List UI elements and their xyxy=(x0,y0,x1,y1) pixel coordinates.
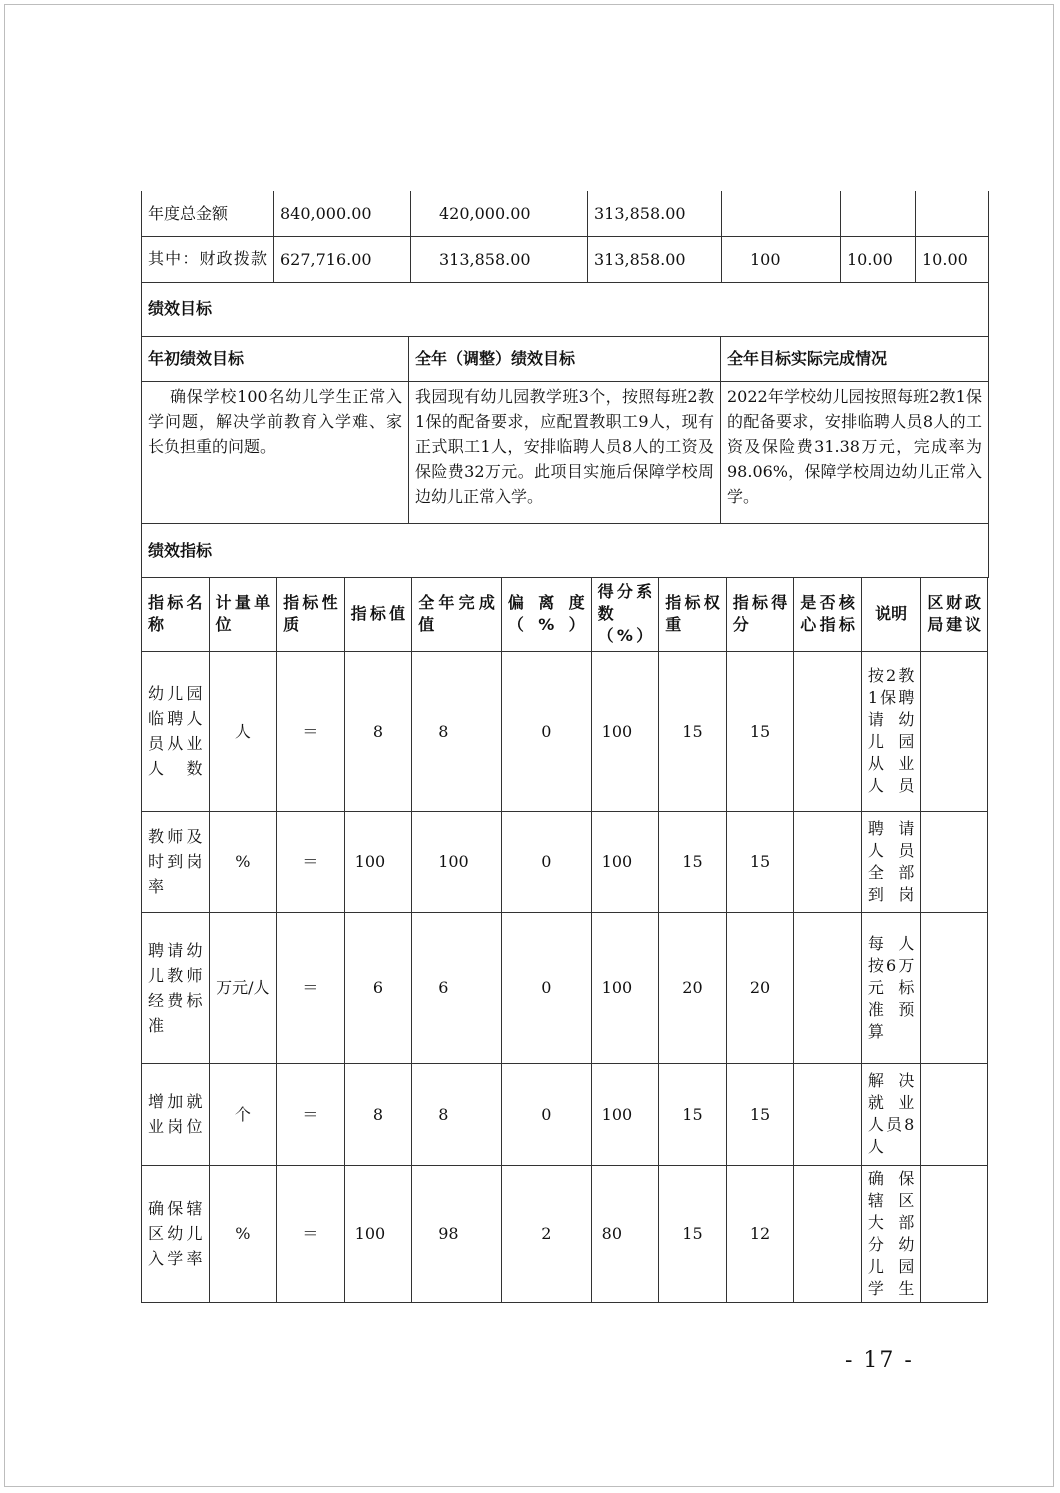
indicator-advice xyxy=(921,651,988,811)
indicator-core xyxy=(794,811,862,912)
indicator-target: 8 xyxy=(344,651,412,811)
budget-row-total xyxy=(142,191,989,236)
table-row xyxy=(142,651,988,811)
section-title-indicators: 绩效指标 xyxy=(142,523,989,577)
indicator-done: 98 xyxy=(412,1165,502,1302)
header-cell: 指标值 xyxy=(344,577,412,651)
indicator-weight: 15 xyxy=(659,811,727,912)
indicator-weight: 20 xyxy=(659,912,727,1063)
indicator-nature: ＝ xyxy=(277,651,345,811)
indicator-advice xyxy=(921,912,988,1063)
indicator-target: 100 xyxy=(344,811,412,912)
budget-cell xyxy=(916,191,989,236)
indicator-coefficient: 100 xyxy=(591,651,659,811)
header-cell: 区财政局建议 xyxy=(921,577,988,651)
table-row xyxy=(142,811,988,912)
header-cell: 指标名称 xyxy=(142,577,210,651)
indicator-score: 15 xyxy=(726,651,794,811)
indicator-nature: ＝ xyxy=(277,1165,345,1302)
budget-cell: 627,716.00 xyxy=(274,236,411,282)
goal-text-adjusted: 我园现有幼儿园教学班3个，按照每班2教1保的配备要求，应配置教职工9人，现有正式职工1人，安排临聘人员8人的工资及保险费32万元。此项目实施后保障学校周边幼儿正常入学。 xyxy=(409,381,721,523)
goal-header-initial: 年初绩效目标 xyxy=(142,336,409,381)
budget-cell xyxy=(841,191,916,236)
indicator-name: 幼儿园临聘人员从业人数 xyxy=(142,651,210,811)
budget-table xyxy=(141,191,989,283)
indicator-note: 确保辖区大部分幼儿园学生 xyxy=(861,1165,920,1302)
indicator-unit: 人 xyxy=(209,651,277,811)
indicator-name: 聘请幼儿教师经费标准 xyxy=(142,912,210,1063)
page-number: - 17 - xyxy=(845,1348,914,1373)
budget-cell: 10.00 xyxy=(916,236,989,282)
goal-header-adjusted: 全年（调整）绩效目标 xyxy=(409,336,721,381)
indicator-advice xyxy=(921,811,988,912)
header-cell: 偏离度（%） xyxy=(501,577,591,651)
section-title-goals: 绩效目标 xyxy=(142,282,989,336)
indicator-weight: 15 xyxy=(659,651,727,811)
header-cell: 说明 xyxy=(861,577,920,651)
indicator-score: 12 xyxy=(726,1165,794,1302)
header-cell: 计量单位 xyxy=(209,577,277,651)
indicator-advice xyxy=(921,1063,988,1165)
table-row xyxy=(142,1063,988,1165)
budget-cell: 100 xyxy=(722,236,841,282)
header-cell: 得分系数（%） xyxy=(591,577,659,651)
header-cell: 指标性质 xyxy=(277,577,345,651)
indicator-nature: ＝ xyxy=(277,811,345,912)
goal-text-actual: 2022年学校幼儿园按照每班2教1保的配备要求，安排临聘人员8人的工资及保险费31.38万元，完成率为98.06%，保障学校周边幼儿正常入学。 xyxy=(721,381,989,523)
indicator-core xyxy=(794,1063,862,1165)
indicator-coefficient: 100 xyxy=(591,912,659,1063)
budget-cell: 313,858.00 xyxy=(588,191,722,236)
indicator-unit: % xyxy=(209,1165,277,1302)
header-cell: 是否核心指标 xyxy=(794,577,862,651)
header-cell: 指标得分 xyxy=(726,577,794,651)
budget-cell: 313,858.00 xyxy=(411,236,588,282)
indicator-score: 15 xyxy=(726,811,794,912)
indicator-note: 聘请人员全部到岗 xyxy=(861,811,920,912)
goal-header-actual: 全年目标实际完成情况 xyxy=(721,336,989,381)
indicator-unit: 个 xyxy=(209,1063,277,1165)
budget-cell: 840,000.00 xyxy=(274,191,411,236)
budget-cell: 10.00 xyxy=(841,236,916,282)
indicator-target: 6 xyxy=(344,912,412,1063)
indicator-nature: ＝ xyxy=(277,1063,345,1165)
indicator-deviation: 0 xyxy=(501,1063,591,1165)
indicator-core xyxy=(794,1165,862,1302)
header-cell: 指标权重 xyxy=(659,577,727,651)
table-row xyxy=(142,1165,988,1302)
indicator-score: 15 xyxy=(726,1063,794,1165)
indicator-score: 20 xyxy=(726,912,794,1063)
table-row xyxy=(142,912,988,1063)
indicator-advice xyxy=(921,1165,988,1302)
indicator-target: 100 xyxy=(344,1165,412,1302)
indicator-deviation: 0 xyxy=(501,651,591,811)
indicator-unit: 万元/人 xyxy=(209,912,277,1063)
indicator-done: 8 xyxy=(412,651,502,811)
indicator-core xyxy=(794,651,862,811)
budget-cell: 313,858.00 xyxy=(588,236,722,282)
indicator-done: 8 xyxy=(412,1063,502,1165)
indicator-nature: ＝ xyxy=(277,912,345,1063)
indicator-coefficient: 80 xyxy=(591,1165,659,1302)
goals-table xyxy=(141,282,989,578)
indicator-name: 增加就业岗位 xyxy=(142,1063,210,1165)
goal-text-initial: 确保学校100名幼儿学生正常入学问题，解决学前教育入学难、家长负担重的问题。 xyxy=(142,381,409,523)
indicator-header-row xyxy=(142,577,988,651)
indicator-weight: 15 xyxy=(659,1063,727,1165)
indicator-note: 解决就业人员8人 xyxy=(861,1063,920,1165)
indicator-note: 按2教1保聘请幼儿园从业人员 xyxy=(861,651,920,811)
budget-cell: 420,000.00 xyxy=(411,191,588,236)
budget-row-fiscal xyxy=(142,236,989,282)
header-cell: 全年完成值 xyxy=(412,577,502,651)
indicator-target: 8 xyxy=(344,1063,412,1165)
indicator-name: 教师及时到岗率 xyxy=(142,811,210,912)
indicator-name: 确保辖区幼儿入学率 xyxy=(142,1165,210,1302)
indicator-deviation: 2 xyxy=(501,1165,591,1302)
budget-cell xyxy=(722,191,841,236)
indicator-coefficient: 100 xyxy=(591,1063,659,1165)
indicator-done: 100 xyxy=(412,811,502,912)
indicator-note: 每人按6万元标准预算 xyxy=(861,912,920,1063)
indicator-deviation: 0 xyxy=(501,912,591,1063)
indicator-weight: 15 xyxy=(659,1165,727,1302)
indicator-coefficient: 100 xyxy=(591,811,659,912)
indicators-table xyxy=(141,577,988,1303)
indicator-deviation: 0 xyxy=(501,811,591,912)
indicator-core xyxy=(794,912,862,1063)
indicator-done: 6 xyxy=(412,912,502,1063)
indicator-unit: % xyxy=(209,811,277,912)
budget-label: 其中：财政拨款 xyxy=(142,236,274,282)
budget-label: 年度总金额 xyxy=(142,191,274,236)
